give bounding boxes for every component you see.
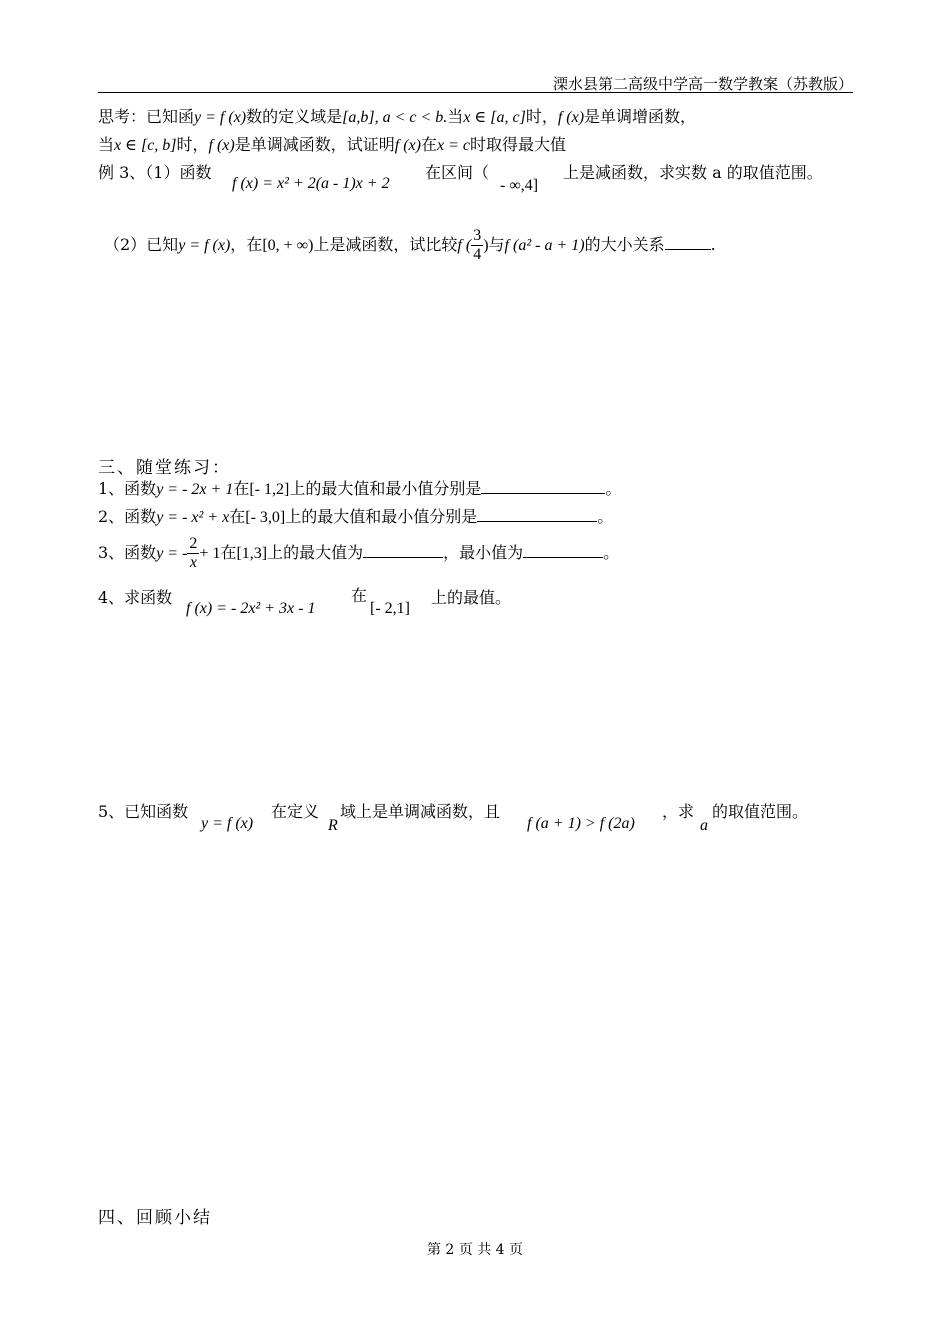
math-expr: y = f (x)	[194, 109, 247, 126]
math-expr: y = - x² + x	[156, 509, 230, 526]
exercise-5-text: ，求	[662, 802, 695, 821]
answer-blank[interactable]	[363, 543, 443, 558]
think-line-1	[98, 107, 696, 128]
exercise-text: 在	[229, 507, 246, 526]
exercise-5-a: a	[700, 817, 708, 834]
math-expr: )	[483, 237, 489, 254]
exercise-5-function: y = f (x)	[201, 815, 254, 832]
exercise-5-text: 的取值范围。	[712, 802, 809, 821]
math-expr: [a,b], a < c < b.	[342, 109, 448, 126]
math-expr: [1,3]	[236, 545, 268, 562]
example3-text: 在区间（	[425, 163, 490, 182]
math-expr: f (x)	[394, 137, 421, 154]
example3-interval: - ∞,4]	[500, 177, 539, 194]
exercise-5-text: 域上是单调减函数，且	[340, 802, 501, 821]
exercise-text: 。	[597, 507, 614, 526]
math-expr: [- 3,0]	[245, 509, 286, 526]
exercise-4-text: 上的最值。	[431, 588, 512, 607]
exercise-text: 在	[220, 543, 237, 562]
header-title: 溧水县第二高级中学高一数学教案（苏教版）	[552, 75, 853, 93]
exercise-text: 。	[603, 543, 620, 562]
math-expr: f (x)	[557, 109, 585, 126]
example3-text: 与	[488, 235, 505, 254]
exercise-4-text: 在	[351, 586, 368, 605]
exercise-text: 在	[233, 479, 250, 498]
header-rule	[98, 92, 853, 93]
section3-title: 三、随堂练习：	[98, 458, 231, 478]
fraction-denominator: 4	[473, 246, 482, 263]
section4-title: 四、回顾小结	[98, 1208, 212, 1228]
answer-blank[interactable]	[523, 543, 603, 558]
think-text: 时，	[525, 107, 558, 126]
exercise-text: 上的最大值和最小值分别是	[285, 507, 478, 526]
example3-text: 的大小关系	[584, 235, 665, 254]
math-expr: f (x)	[208, 137, 235, 154]
exercise-text: 上的最大值和最小值分别是	[289, 479, 482, 498]
math-expr: [0, + ∞)	[262, 237, 314, 254]
think-text: 时，	[176, 135, 209, 154]
exercise-4-function: f (x) = - 2x² + 3x - 1	[186, 600, 316, 617]
exercise-5-inequality: f (a + 1) > f (2a)	[527, 815, 635, 832]
fraction-denominator: x	[189, 554, 197, 571]
math-expr: x ∈ [c, b]	[114, 137, 177, 154]
fraction-numerator: 2	[189, 535, 198, 552]
exercise-text: 上的最大值为	[267, 543, 364, 562]
math-expr: f (a² - a + 1)	[504, 237, 585, 254]
fraction-numerator: 3	[473, 227, 482, 244]
think-text: 当	[98, 135, 115, 154]
exercise-4-label: 4、求函数	[98, 588, 173, 607]
think-text: 是单调减函数，试证明	[234, 135, 395, 154]
math-expr: x = c	[436, 137, 470, 154]
page-footer: 第 2 页 共 4 页	[426, 1242, 524, 1258]
think-text: 数的定义域是	[246, 107, 343, 126]
example3-part1	[98, 163, 211, 183]
fraction	[471, 227, 483, 264]
think-line-2	[98, 135, 566, 156]
math-expr: x ∈ [a, c]	[463, 109, 526, 126]
example3-text: 上是减函数，试比较	[313, 235, 458, 254]
example3-part2	[104, 227, 716, 264]
math-expr: y = - 2x + 1	[156, 481, 234, 498]
answer-blank[interactable]	[665, 235, 711, 250]
answer-blank[interactable]	[481, 479, 605, 494]
math-expr: y = f (x)	[178, 237, 231, 254]
exercise-text: 3、函数	[98, 543, 157, 562]
answer-blank[interactable]	[477, 507, 597, 522]
example3-text: ，在	[230, 235, 263, 254]
math-expr: y = -	[156, 545, 188, 562]
example3-text: （2）已知	[104, 235, 179, 254]
exercise-text: 2、函数	[98, 507, 157, 526]
exercise-5-text: 在定义	[271, 802, 320, 821]
example3-text: 例 3、（1）函数	[98, 163, 212, 182]
exercise-3	[98, 535, 619, 572]
think-text: 是单调增函数，	[584, 107, 697, 126]
exercise-1	[98, 479, 621, 500]
exercise-5-R: R	[328, 817, 338, 834]
exercise-text: 。	[605, 479, 622, 498]
think-text: 在	[420, 135, 437, 154]
math-expr: [- 1,2]	[249, 481, 290, 498]
math-expr: + 1	[199, 545, 221, 562]
think-text: 当	[447, 107, 464, 126]
think-text: 时取得最大值	[469, 135, 566, 154]
example3-function: f (x) = x² + 2(a - 1)x + 2	[232, 175, 390, 192]
exercise-text: 1、函数	[98, 479, 157, 498]
example3-text: .	[710, 235, 716, 254]
think-text: 思考：已知函	[98, 107, 195, 126]
exercise-5-label: 5、已知函数	[98, 802, 189, 821]
math-expr: f (	[457, 237, 472, 254]
exercise-4-interval: [- 2,1]	[370, 600, 410, 617]
fraction	[187, 535, 199, 572]
exercise-text: ，最小值为	[443, 543, 524, 562]
example3-text: 上是减函数，求实数 a 的取值范围。	[563, 163, 823, 182]
exercise-2	[98, 507, 613, 528]
